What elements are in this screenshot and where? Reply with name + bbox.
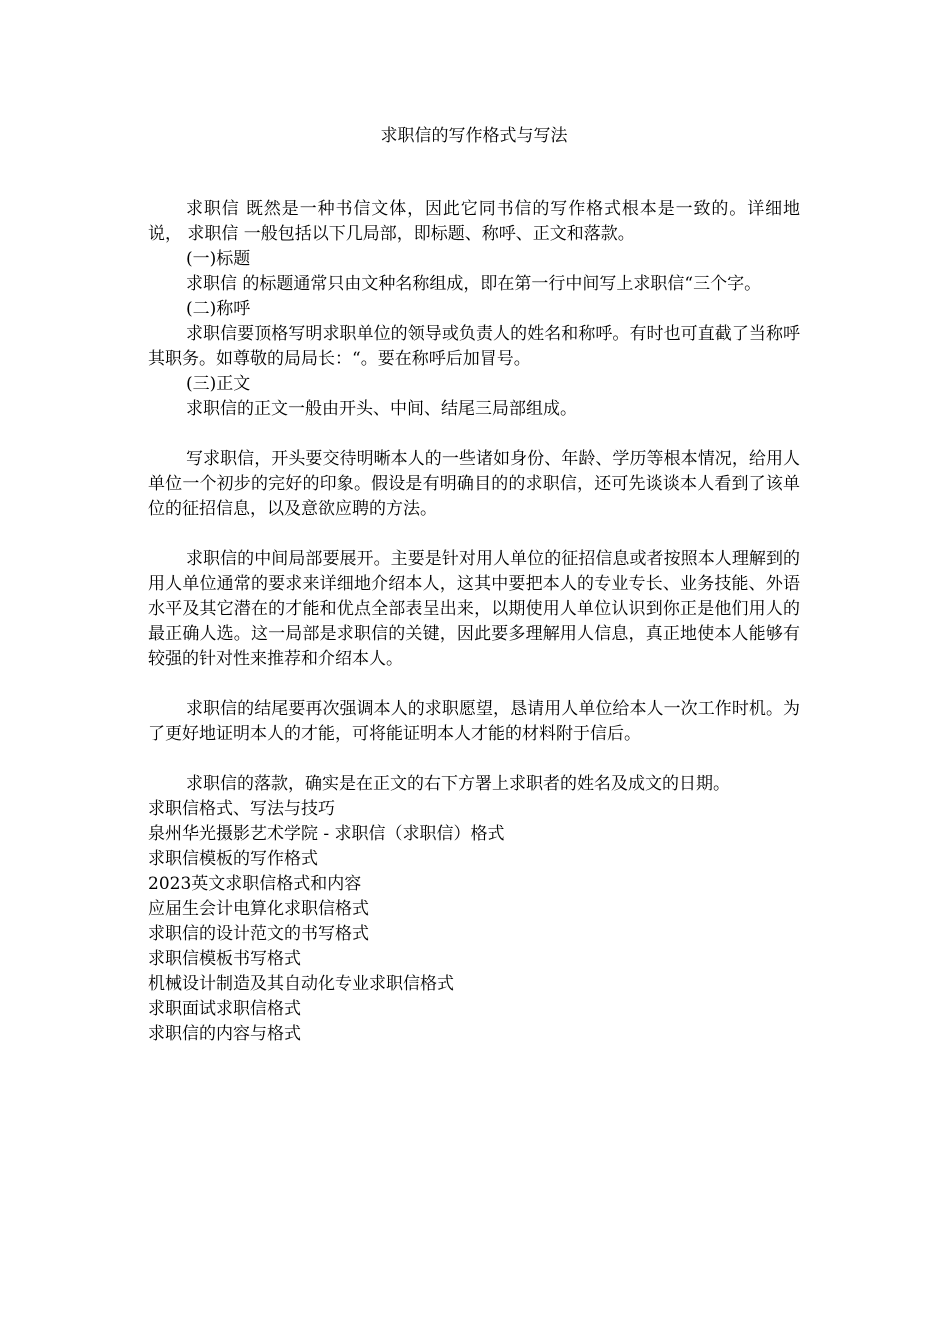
related-link[interactable]: 应届生会计电算化求职信格式 [148,899,369,919]
paragraph-gap [148,747,800,772]
related-link[interactable]: 求职信的内容与格式 [148,1024,301,1044]
signature-paragraph: 求职信的落款，确实是在正文的右下方署上求职者的姓名及成文的日期。 [186,774,730,794]
intro-paragraph: 求职信 既然是一种书信文体，因此它同书信的写作格式根本是一致的。详细地说， 求职信 一般包括以下几局部，即标题、称呼、正文和落款。 [148,199,800,244]
salutation-paragraph: 求职信要顶格写明求职单位的领导或负责人的姓名和称呼。有时也可直截了当称呼其职务。如尊敬的局局长：“。要在称呼后加冒号。 [148,324,800,369]
related-link[interactable]: 泉州华光摄影艺术学院 - 求职信（求职信）格式 [148,824,505,844]
related-link[interactable]: 求职信的设计范文的书写格式 [148,924,369,944]
related-link[interactable]: 求职面试求职信格式 [148,999,301,1019]
paragraph-gap [148,522,800,547]
opening-paragraph: 写求职信，开头要交待明晰本人的一些诸如身份、年龄、学历等根本情况，给用人单位一个初步的完好的印象。假设是有明确目的的求职信，还可先谈谈本人看到了该单位的征招信息，以及意欲应聘的方法。 [148,449,800,519]
related-link[interactable]: 机械设计制造及其自动化专业求职信格式 [148,974,454,994]
section-heading-salutation: (二)称呼 [186,299,251,319]
ending-paragraph: 求职信的结尾要再次强调本人的求职愿望，恳请用人单位给本人一次工作时机。为了更好地证明本人的才能，可将能证明本人才能的材料附于信后。 [148,699,800,744]
related-link[interactable]: 求职信模板的写作格式 [148,849,318,869]
related-link[interactable]: 求职信格式、写法与技巧 [148,799,335,819]
middle-paragraph: 求职信的中间局部要展开。主要是针对用人单位的征招信息或者按照本人理解到的用人单位通常的要求来详细地介绍本人，这其中要把本人的专业专长、业务技能、外语水平及其它潜在的才能和优点全部表呈出来，以期使用人单位认识到你正是他们用人的最正确人选。这一局部是求职信的关键，因此要多理解用人信息，真正地使本人能够有较强的针对性来推荐和介绍本人。 [148,549,800,669]
section-heading-title: (一)标题 [186,249,251,269]
body-structure-paragraph: 求职信的正文一般由开头、中间、结尾三局部组成。 [186,399,577,419]
paragraph-gap [148,422,800,447]
related-links-list [148,797,800,1047]
related-link[interactable]: 2023英文求职信格式和内容 [148,874,362,894]
document-title: 求职信的写作格式与写法 [380,126,568,146]
title-paragraph: 求职信 的标题通常只由文种名称组成，即在第一行中间写上求职信“三个字。 [186,274,762,294]
related-link[interactable]: 求职信模板书写格式 [148,949,301,969]
section-heading-body: (三)正文 [186,374,251,394]
paragraph-gap [148,672,800,697]
document-body [148,197,800,1047]
